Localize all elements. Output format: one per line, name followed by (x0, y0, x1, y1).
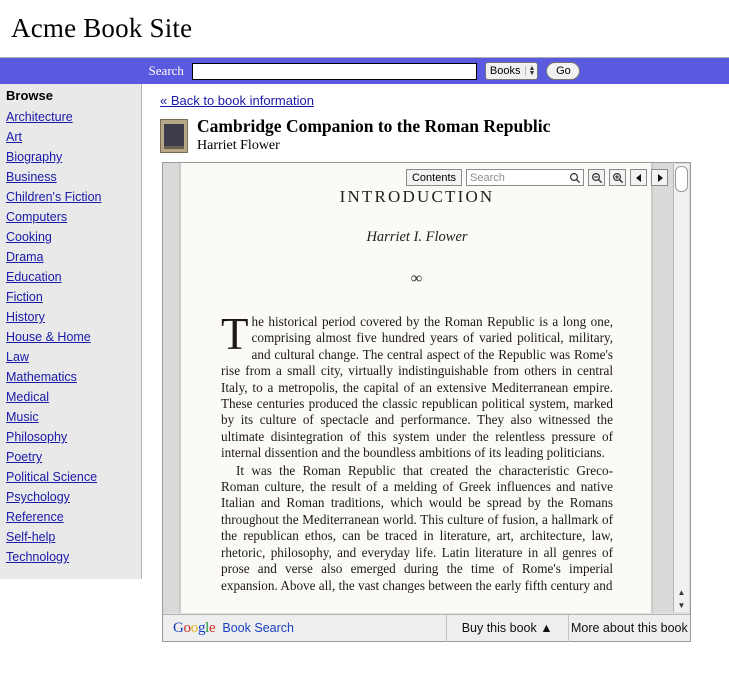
sidebar-item-law[interactable]: Law (6, 350, 29, 364)
back-to-book-information-link[interactable]: « Back to book information (160, 93, 314, 108)
viewer-search-input[interactable] (466, 169, 584, 186)
book-page-content (181, 163, 651, 594)
sidebar-item-computers[interactable]: Computers (6, 210, 68, 224)
sidebar-item-medical[interactable]: Medical (6, 390, 50, 404)
main-content (142, 84, 729, 642)
scrollbar-thumb[interactable] (675, 166, 688, 192)
sidebar-item-philosophy[interactable]: Philosophy (6, 430, 68, 444)
sidebar-item-business[interactable]: Business (6, 170, 57, 184)
book-header (160, 116, 729, 154)
page-title: Acme Book Site (11, 13, 193, 43)
viewer-footer (163, 614, 690, 641)
logo-letter-e: e (209, 619, 216, 636)
ornament-icon: ∞ (410, 270, 424, 287)
book-title: Cambridge Companion to the Roman Republic (197, 116, 551, 136)
body-wrapper (0, 84, 729, 642)
viewer-search-placeholder: Search (470, 171, 505, 184)
google-logo (173, 620, 215, 637)
site-header (0, 0, 729, 58)
logo-letter-g1: G (173, 619, 184, 636)
chapter-byline: Harriet I. Flower (366, 229, 468, 245)
scroll-down-icon[interactable]: ▼ (677, 600, 686, 610)
sidebar-item-history[interactable]: History (6, 310, 45, 324)
sidebar-item-self-help[interactable]: Self-help (6, 530, 56, 544)
sidebar-item-poetry[interactable]: Poetry (6, 450, 43, 464)
search-icon[interactable] (569, 172, 581, 184)
sidebar-item-biography[interactable]: Biography (6, 150, 63, 164)
sidebar-item-architecture[interactable]: Architecture (6, 110, 73, 124)
sidebar-item-art[interactable]: Art (6, 130, 22, 144)
sidebar-item-music[interactable]: Music (6, 410, 39, 424)
sidebar-item-mathematics[interactable]: Mathematics (6, 370, 77, 384)
sidebar-item-fiction[interactable]: Fiction (6, 290, 43, 304)
sidebar-heading: Browse (6, 88, 53, 103)
logo-letter-l: l (205, 619, 210, 636)
book-cover-thumbnail-icon (160, 119, 188, 153)
book-search-link[interactable]: Book Search (222, 621, 294, 635)
page-paragraph-1 (221, 309, 613, 462)
chapter-title: INTRODUCTION (339, 187, 495, 206)
sidebar-item-drama[interactable]: Drama (6, 250, 44, 264)
search-label: Search (148, 63, 184, 78)
sidebar-item-technology[interactable]: Technology (6, 550, 70, 564)
contents-button[interactable]: Contents (406, 169, 462, 186)
sidebar-item-childrens-fiction[interactable]: Children's Fiction (6, 190, 102, 204)
sidebar-item-house-and-home[interactable]: House & Home (6, 330, 91, 344)
zoom-out-icon[interactable] (588, 169, 605, 186)
book-author: Harriet Flower (197, 138, 280, 153)
page-body-text (221, 309, 613, 594)
next-page-icon[interactable] (651, 169, 668, 186)
sidebar-item-political-science[interactable]: Political Science (6, 470, 98, 484)
buy-this-book-button[interactable]: Buy this book ▲ (461, 621, 553, 635)
sidebar-item-education[interactable]: Education (6, 270, 62, 284)
search-scope-value: Books (489, 65, 521, 77)
sidebar-item-psychology[interactable]: Psychology (6, 490, 70, 504)
book-page (180, 163, 652, 613)
logo-letter-g2: g (197, 619, 206, 636)
viewer-scrollbar[interactable] (673, 164, 689, 612)
logo-letter-o2: o (190, 619, 198, 636)
page-paragraph-2: It was the Roman Republic that created the characteristic Greco-Roman culture, the result of a melding of Greek influences and native Italian and Roman traditions, which would be spread by the Romans throughout the Mediterranean world. This culture of fusion, a hallmark of the republican ethos, can be traced in literature, art, architecture, law, rhetoric, philosophy, and everyday life. Latin literature in all genres of prose and verse also emerged during the time of Rome's imperial expansion. Above all, the vast changes between the early fifth century and (221, 462, 613, 593)
drop-cap: T (221, 309, 249, 359)
page-paragraph-1-text: he historical period covered by the Roman Republic is a long one, comprising almost five hundred years of varied political, military, and cultural change. The central aspect of the Republic was Rome's rise from a small city, virtually indistinguishable from others in central Italy, to a metropolis, the capital of an extensive Mediterranean empire. These centuries produced the classic republican political system, marked by its culture of spectacle and performance. They also witnessed the ultimate disintegration of this system under the relentless pressure of internal dissention and the boundless ambitions of its leading politicians. (221, 314, 613, 461)
go-button[interactable]: Go (546, 62, 580, 80)
search-scope-select[interactable] (485, 62, 539, 80)
chevron-updown-icon: ▲ ▼ (525, 66, 536, 76)
sidebar-item-cooking[interactable]: Cooking (6, 230, 52, 244)
sidebar-item-reference[interactable]: Reference (6, 510, 64, 524)
viewer-toolbar (406, 169, 668, 186)
book-viewer (162, 162, 691, 642)
more-about-this-book-button[interactable]: More about this book (570, 621, 688, 635)
sidebar (0, 84, 142, 579)
logo-letter-o1: o (183, 619, 191, 636)
zoom-in-icon[interactable] (609, 169, 626, 186)
viewer-page-stage[interactable] (163, 163, 690, 613)
search-bar (0, 58, 729, 84)
search-input[interactable] (192, 63, 477, 80)
book-header-text (197, 116, 550, 154)
previous-page-icon[interactable] (630, 169, 647, 186)
scroll-up-icon[interactable]: ▲ (677, 587, 686, 597)
